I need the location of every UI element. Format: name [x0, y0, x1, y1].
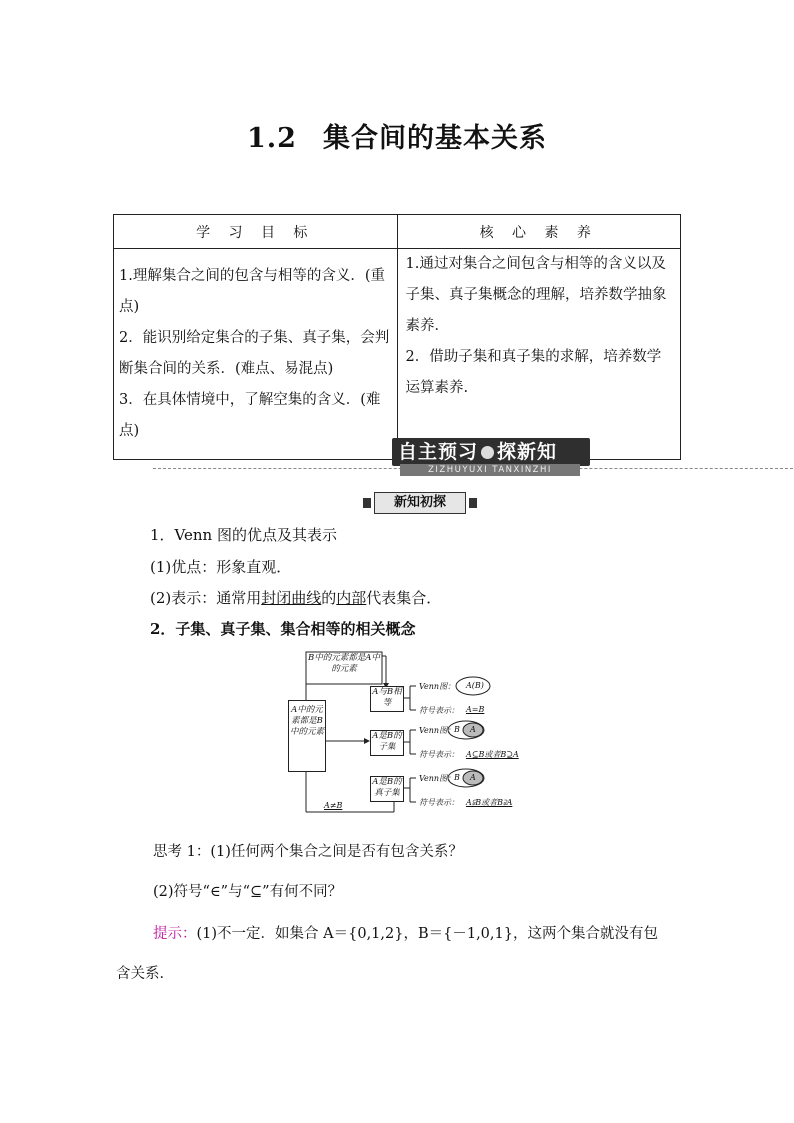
section-badge: 新知初探 [374, 492, 466, 514]
item1-a: (1)优点：形象直观． [150, 558, 292, 576]
item1-title: 1．Venn 图的优点及其表示 [150, 526, 337, 544]
text-span: 代表集合． [366, 589, 442, 607]
goal-item: 2．能识别给定集合的子集、真子集，会判断集合间的关系．(难点、易混点) [119, 330, 390, 377]
header-core-literacy: 核 心 素 养 [397, 215, 681, 249]
text-span: (2)表示：通常用 [150, 589, 262, 607]
venn-b: B [454, 725, 460, 734]
banner-part1: 自主预习 [398, 441, 479, 463]
arrow-icon [481, 446, 494, 459]
top-note: B中的元素都是A中的元素 [307, 653, 381, 683]
box-proper: A是B的真子集 [370, 776, 404, 802]
symbol-label: 符号表示： [419, 750, 459, 759]
literacy-item: 2．借助子集和真子集的求解，培养数学运算素养. [405, 349, 662, 396]
think-question: (1)任何两个集合之间是否有包含关系？ [210, 844, 463, 860]
header-learning-goals: 学 习 目 标 [114, 215, 398, 249]
venn-label: Venn图： [419, 774, 456, 783]
left-box: A中的元素都是B中的元素 [288, 700, 326, 772]
think-label: 思考 1： [153, 844, 211, 860]
venn-label: Venn图： [419, 682, 456, 691]
hint-line2: 含关系． [116, 966, 174, 982]
venn-b: B [454, 773, 460, 782]
concept-diagram [284, 648, 534, 816]
venn-a: A [470, 773, 476, 782]
item2-title: 2．子集、真子集、集合相等的相关概念 [150, 620, 416, 638]
hint-text: (1)不一定．如集合 A＝{0,1,2}，B＝{－1,0,1}，这两个集合就没有包 [196, 926, 658, 942]
banner-subtitle: ZIZHUYUXI TANXINZHI [400, 464, 580, 476]
section-banner [392, 438, 590, 466]
goals-table [113, 214, 681, 460]
underlined-term: 内部 [336, 589, 367, 607]
title-text: 集合间的基本关系 [322, 123, 547, 154]
bottom-note: A≠B [324, 801, 343, 810]
text-span: 的 [321, 589, 337, 607]
think-q1 [153, 840, 463, 861]
box-equal: A与B相等 [370, 686, 404, 712]
page-title [0, 116, 794, 155]
venn-a: A [470, 725, 476, 734]
hint-label: 提示： [153, 926, 197, 942]
item1-b [150, 587, 441, 608]
symbol-proper: A⫋B或者B⫌A [466, 798, 513, 807]
learning-goals-cell [114, 249, 398, 460]
core-literacy-cell [397, 249, 681, 460]
goal-item: 1.理解集合之间的包含与相等的含义．(重点) [119, 268, 385, 315]
symbol-equal: A=B [466, 705, 485, 714]
hint-line1 [153, 922, 658, 943]
banner-part2: 探新知 [497, 441, 558, 463]
venn-equal-text: A(B) [466, 681, 484, 690]
symbol-subset: A⊆B或者B⊇A [466, 750, 519, 759]
think-q2: (2)符号“∈”与“⊆”有何不同？ [153, 884, 343, 900]
goal-item: 3．在具体情境中，了解空集的含义．(难点) [119, 392, 381, 439]
symbol-label: 符号表示： [419, 706, 459, 715]
title-number: 1.2 [247, 123, 297, 154]
symbol-label: 符号表示： [419, 798, 459, 807]
literacy-item: 1.通过对集合之间包含与相等的含义以及子集、真子集概念的理解，培养数学抽象素养． [405, 256, 667, 334]
venn-label: Venn图： [419, 726, 456, 735]
box-subset: A是B的子集 [370, 730, 404, 756]
underlined-term: 封闭曲线 [261, 589, 322, 607]
